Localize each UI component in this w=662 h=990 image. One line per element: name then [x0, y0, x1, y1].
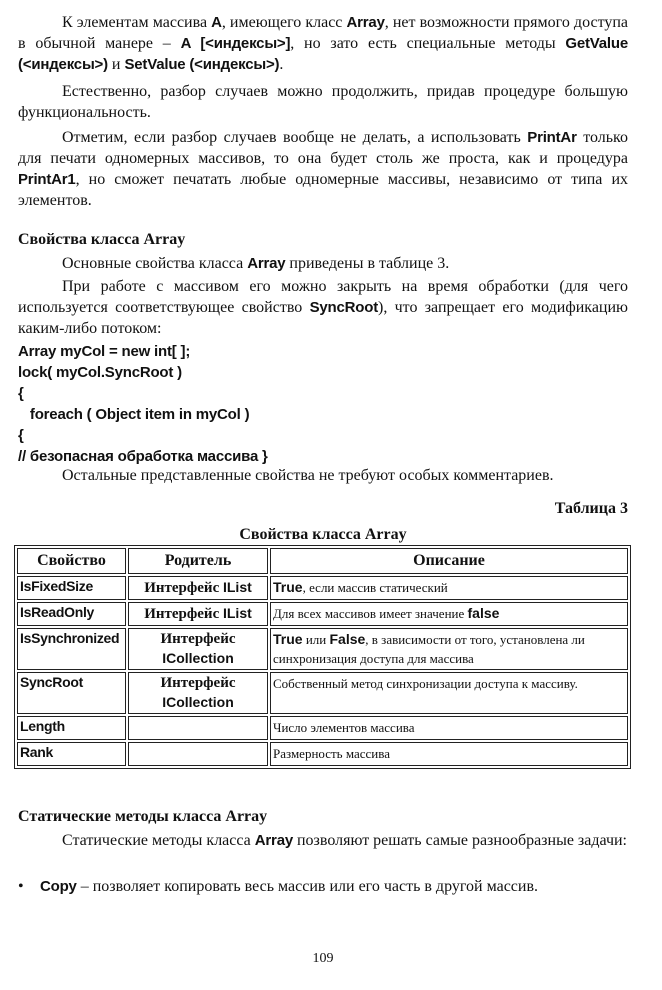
text: Интерфейс [160, 631, 236, 647]
bullet-mark: • [18, 878, 24, 895]
section-heading-static-methods: Статические методы класса Array [18, 808, 268, 825]
paragraph-array-access [18, 12, 628, 75]
text: IList [222, 579, 252, 595]
properties-table [14, 545, 631, 769]
code-term: Array [346, 14, 385, 31]
property-parent [128, 672, 268, 714]
column-header: Родитель [128, 548, 268, 574]
property-parent [128, 742, 268, 766]
column-header: Свойство [17, 548, 126, 574]
code-term: SyncRoot [309, 299, 378, 316]
text: , но сможет печатать любые одномерные массивы, независимо от типа их элементов. [18, 171, 628, 209]
property-name: Rank [17, 742, 126, 766]
paragraph-naturally: Естественно, разбор случаев можно продолжить, придав процедуре большую функциональность. [18, 83, 628, 121]
text: позволяют решать самые разнообразные задачи: [292, 832, 627, 849]
code-term: Array [254, 832, 293, 849]
property-name: IsSynchronized [17, 628, 126, 670]
keyword: True [273, 579, 303, 595]
property-name: IsReadOnly [17, 602, 126, 626]
text: К элементам массива [62, 14, 212, 31]
text: Статические методы класса [62, 832, 255, 849]
paragraph-main-properties [18, 253, 628, 274]
text: , имеющего класс [221, 14, 347, 31]
text: приведены в таблице 3. [285, 255, 450, 272]
text: IList [222, 605, 252, 621]
text: ), что запрещает его модификацию каким-либо потоком: [18, 299, 628, 337]
text: , если массив статический [302, 580, 448, 595]
code-term: PrintAr [527, 129, 577, 146]
text: Интерфейс [144, 606, 223, 622]
property-description [270, 628, 628, 670]
column-header: Описание [270, 548, 628, 574]
table-row [17, 716, 628, 740]
text: , но зато есть специальные методы [290, 35, 566, 52]
table-header-row [17, 548, 628, 574]
code-term: SetValue (<индексы>) [124, 56, 280, 73]
code-line: foreach ( Object item in myCol ) [18, 406, 250, 423]
code-term: A [<индексы>] [180, 35, 291, 52]
table-row [17, 742, 628, 766]
section-heading-properties: Свойства класса Array [18, 231, 186, 248]
code-term: Copy [40, 878, 77, 895]
property-name: SyncRoot [17, 672, 126, 714]
table-row [17, 602, 628, 626]
text: Для всех массивов имеет значение [273, 606, 468, 621]
keyword: false [467, 605, 500, 621]
property-parent [128, 628, 268, 670]
list-item-copy [18, 876, 628, 897]
text: и [107, 56, 125, 73]
text: Интерфейс [160, 675, 236, 691]
text: только для печати одномерных массивов, то она будет столь же проста, как и процедура [18, 129, 629, 167]
text: Отметим, если разбор случаев вообще не делать, а использовать [62, 129, 528, 146]
paragraph-static-methods [18, 830, 628, 851]
code-line: { [18, 385, 24, 402]
text: . [279, 56, 284, 73]
code-term: Array [247, 255, 286, 272]
text: Интерфейс [144, 580, 223, 596]
code-term: A [211, 14, 222, 31]
text: ICollection [162, 650, 234, 666]
text: или [302, 632, 330, 647]
paragraph-syncroot [18, 276, 628, 339]
table-title: Свойства класса Array [239, 526, 407, 543]
code-line: { [18, 427, 24, 444]
property-description [270, 576, 628, 600]
property-description: Число элементов массива [270, 716, 628, 740]
table-row [17, 672, 628, 714]
paragraph-printar [18, 127, 628, 211]
property-name: IsFixedSize [17, 576, 126, 600]
property-description: Размерность массива [270, 742, 628, 766]
property-parent [128, 602, 268, 626]
keyword: False [329, 631, 366, 647]
text: При работе с массивом его можно закрыть на время обработки (для чего используется соответствующее свойство [18, 278, 628, 316]
code-term: PrintAr1 [18, 171, 76, 188]
table-row [17, 576, 628, 600]
code-block [18, 341, 628, 467]
property-name: Length [17, 716, 126, 740]
text: , в зависимости от того, установлена ли синхронизация доступа для массива [273, 632, 585, 666]
code-line: lock( myCol.SyncRoot ) [18, 364, 182, 381]
text: ICollection [162, 694, 234, 710]
table-label: Таблица 3 [554, 500, 628, 517]
table-row [17, 628, 628, 670]
property-description: Собственный метод синхронизации доступа к массиву. [270, 672, 628, 714]
code-line: // безопасная обработка массива } [18, 448, 268, 465]
code-line: Array myCol = new int[ ]; [18, 343, 191, 360]
property-description [270, 602, 628, 626]
paragraph-other-properties: Остальные представленные свойства не требуют особых комментариев. [62, 467, 554, 484]
property-parent [128, 716, 268, 740]
page-number: 109 [312, 951, 334, 966]
keyword: True [273, 631, 303, 647]
property-parent [128, 576, 268, 600]
text: Основные свойства класса [62, 255, 248, 272]
code-term: GetValue (<индексы>) [18, 35, 628, 73]
text: – позволяет копировать весь массив или его часть в другой массив. [76, 878, 539, 895]
text: , нет возможности прямого доступа в обычной манере – [18, 14, 629, 52]
